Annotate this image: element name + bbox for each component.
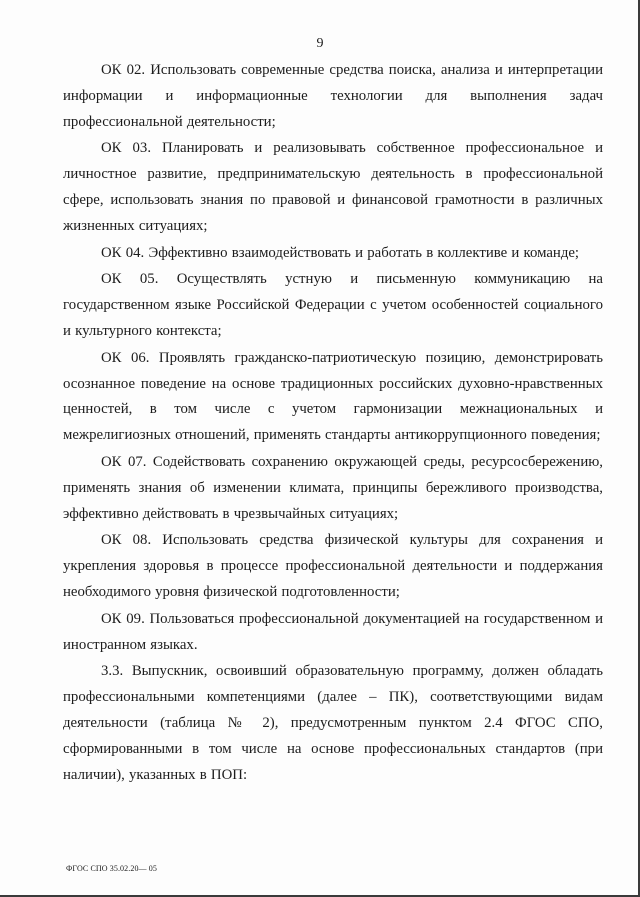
- paragraph-ok-09: ОК 09. Пользоваться профессиональной документацией на государственном и иностранном языках.: [63, 610, 603, 653]
- page-number: 9: [316, 36, 324, 51]
- paragraph-3-3: 3.3. Выпускник, освоивший образовательную программу, должен обладать профессиональными компетенциями (далее – ПК), соответствующими видам деятельности (таблица № 2), предусмотренным пунктом 2.4 ФГОС СПО, сформированными в том числе на основе профессиональных стандартов (при наличии), указанных в ПОП:: [63, 663, 603, 783]
- footer-standard-code: ФГОС СПО 35.02.20— 05: [66, 864, 157, 873]
- paragraph-ok-05: ОК 05. Осуществлять устную и письменную коммуникацию на государственном языке Российской Федерации с учетом особенностей социального и культурного контекста;: [63, 271, 603, 339]
- paragraph-ok-08: ОК 08. Использовать средства физической культуры для сохранения и укрепления здоровья в процессе профессиональной деятельности и поддержания необходимого уровня физической подготовленности;: [63, 532, 603, 600]
- paragraph-ok-04: ОК 04. Эффективно взаимодействовать и работать в коллективе и команде;: [101, 244, 580, 261]
- paragraph-ok-06: ОК 06. Проявлять гражданско-патриотическую позицию, демонстрировать осознанное поведение на основе традиционных российских духовно-нравственных ценностей, в том числе с учетом гармонизации межнациональных и межрелигиозных отношений, применять стандарты антикоррупционного поведения;: [63, 349, 603, 444]
- paragraph-ok-03: ОК 03. Планировать и реализовывать собственное профессиональное и личностное развитие, предпринимательскую деятельность в профессиональной сфере, использовать знания по правовой и финансовой грамотности в различных жизненных ситуациях;: [63, 140, 603, 234]
- body-text: [63, 58, 603, 788]
- paragraph-ok-02: ОК 02. Использовать современные средства поиска, анализа и интерпретации информации и информационные технологии для выполнения задач профессиональной деятельности;: [63, 62, 603, 130]
- paragraph-ok-07: ОК 07. Содействовать сохранению окружающей среды, ресурсосбережению, применять знания об изменении климата, принципы бережливого производства, эффективно действовать в чрезвычайных ситуациях;: [63, 453, 603, 522]
